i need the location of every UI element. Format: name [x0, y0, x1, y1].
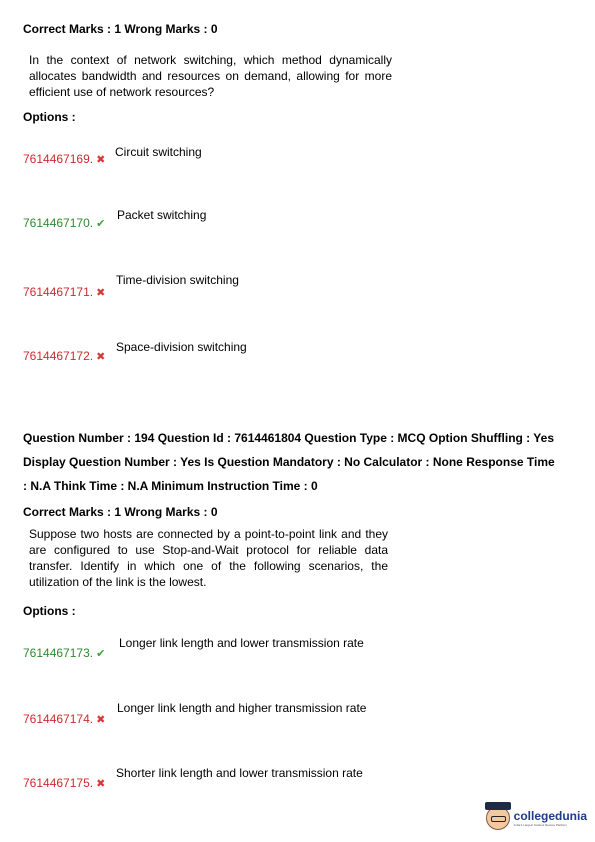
check-icon: ✔	[96, 218, 106, 230]
q1-option-4-id: 7614467172. ✖	[23, 349, 106, 363]
q1-question-text: In the context of network switching, which method dynamically allocates bandwidth and resources on demand, allowing for more efficient use of network resources?	[29, 53, 392, 99]
q2-option-1-text: Longer link length and lower transmission rate	[119, 636, 364, 650]
q1-option-1-id: 7614467169. ✖	[23, 152, 106, 166]
q1-marks: Correct Marks : 1 Wrong Marks : 0	[23, 22, 218, 36]
check-icon: ✔	[96, 648, 106, 660]
logo-tagline: India's Largest Student Review Platform	[513, 823, 567, 827]
logo-name: collegedunia	[513, 809, 587, 823]
q1-option-3-text: Time-division switching	[116, 273, 239, 287]
q1-option-1-text: Circuit switching	[115, 145, 202, 159]
q2-marks: Correct Marks : 1 Wrong Marks : 0	[23, 505, 218, 519]
cross-icon: ✖	[96, 714, 106, 726]
q1-option-2-id: 7614467170. ✔	[23, 216, 106, 230]
q2-option-3-id: 7614467175. ✖	[23, 776, 106, 790]
q2-option-3-text: Shorter link length and lower transmission rate	[116, 766, 363, 780]
q1-option-4-text: Space-division switching	[116, 340, 247, 354]
q2-meta-line-2: Display Question Number : Yes Is Question Mandatory : No Calculator : None Response Time	[23, 455, 555, 469]
q2-question-text: Suppose two hosts are connected by a point-to-point link and they are configured to use Stop-and-Wait protocol for reliable data transfer. Identify in which one of the following scenarios, the utilization of the link is the lowest.	[29, 527, 388, 589]
cross-icon: ✖	[96, 778, 106, 790]
cross-icon: ✖	[96, 154, 106, 166]
student-mascot-icon	[486, 806, 510, 830]
q1-option-3-id: 7614467171. ✖	[23, 285, 106, 299]
q2-meta-line-3: : N.A Think Time : N.A Minimum Instruction Time : 0	[23, 479, 318, 493]
q1-options-label: Options :	[23, 110, 76, 124]
q2-meta-line-1: Question Number : 194 Question Id : 7614461804 Question Type : MCQ Option Shuffling : Yes	[23, 431, 554, 445]
q1-option-2-text: Packet switching	[117, 208, 207, 222]
cross-icon: ✖	[96, 287, 106, 299]
q2-option-1-id: 7614467173. ✔	[23, 646, 106, 660]
q2-options-label: Options :	[23, 604, 76, 618]
q2-option-2-id: 7614467174. ✖	[23, 712, 106, 726]
collegedunia-logo	[486, 806, 587, 830]
cross-icon: ✖	[96, 351, 106, 363]
q2-meta	[23, 426, 583, 498]
q2-option-2-text: Longer link length and higher transmission rate	[117, 701, 367, 715]
